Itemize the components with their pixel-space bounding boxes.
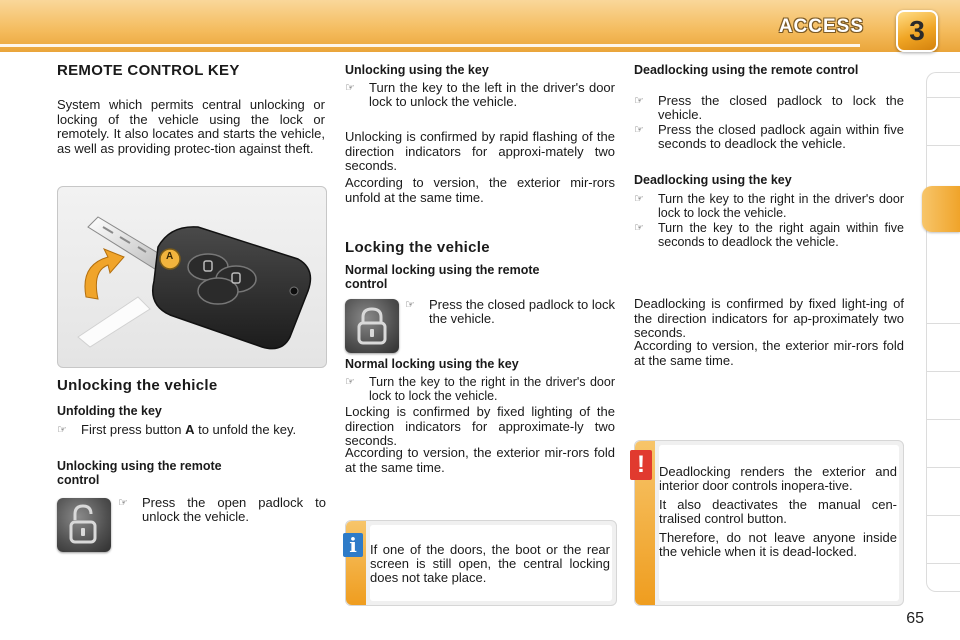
tab-divider — [926, 145, 960, 146]
tab-divider — [926, 467, 960, 468]
page-number: 65 — [906, 610, 924, 627]
tab-divider — [926, 371, 960, 372]
hand-pointer-icon: ☞ — [118, 497, 128, 509]
remote-unlock-heading: Unlocking using the remote control — [57, 459, 222, 487]
unfolding-text-pre: First press button — [81, 422, 182, 437]
unfolding-heading: Unfolding the key — [57, 404, 162, 418]
unfolding-text-post: to unfold the key. — [198, 422, 297, 437]
chapter-tab-strip — [926, 72, 960, 592]
main-heading: REMOTE CONTROL KEY — [57, 62, 240, 79]
hand-pointer-icon: ☞ — [57, 424, 67, 436]
chapter-tab-active[interactable] — [922, 186, 960, 232]
button-a-reference: A — [185, 422, 195, 437]
tab-divider — [926, 419, 960, 420]
deadlock-key-bullet-1: ☞ Turn the key to the right in the driver's door lock to lock the vehicle. — [634, 192, 904, 220]
hand-pointer-icon: ☞ — [634, 124, 644, 136]
intro-text: System which permits central unlocking or locking of the vehicle using the lock or remotely. It also locates and starts the vehicle, as well as providing protec-tion against theft. — [57, 97, 325, 156]
deadlock-confirmation-text: Deadlocking is confirmed by fixed light-ing of the direction indicators for ap-proximately two seconds. — [634, 296, 904, 340]
tab-divider — [926, 515, 960, 516]
header-divider — [0, 44, 860, 47]
hand-pointer-icon: ☞ — [634, 222, 644, 234]
deadlock-mirrors-text: According to version, the exterior mir-rors fold at the same time. — [634, 338, 904, 368]
open-padlock-button-icon — [57, 498, 111, 552]
warning-content — [659, 465, 897, 564]
deadlock-key-heading: Deadlocking using the key — [634, 173, 792, 187]
info-icon: i — [343, 533, 363, 557]
unlock-mirrors-text: According to version, the exterior mir-rors unfold at the same time. — [345, 175, 615, 205]
info-box — [345, 520, 617, 606]
warning-box — [634, 440, 904, 606]
hand-pointer-icon: ☞ — [634, 95, 644, 107]
lock-mirrors-text: According to version, the exterior mir-rors fold at the same time. — [345, 445, 615, 475]
unlock-confirmation-text: Unlocking is confirmed by rapid flashing of the direction indicators for approxi-mately two seconds. — [345, 129, 615, 173]
section-title: ACCESS — [778, 16, 864, 37]
key-unlock-bullet: ☞ Turn the key to the left in the driver's door lock to unlock the vehicle. — [345, 80, 615, 109]
tab-divider — [926, 323, 960, 324]
deadlock-remote-bullet-2: ☞ Press the closed padlock again within five seconds to deadlock the vehicle. — [634, 122, 904, 151]
key-unlock-heading: Unlocking using the key — [345, 63, 489, 77]
locking-heading: Locking the vehicle — [345, 239, 490, 256]
normal-key-lock-bullet: ☞ Turn the key to the right in the driver's door lock to lock the vehicle. — [345, 375, 615, 403]
normal-remote-lock-bullet: ☞ Press the closed padlock to lock the vehicle. — [405, 297, 615, 326]
closed-padlock-icon — [345, 299, 399, 353]
unlocking-heading: Unlocking the vehicle — [57, 377, 218, 394]
tab-divider — [926, 97, 960, 98]
deadlock-remote-heading: Deadlocking using the remote control — [634, 63, 859, 77]
info-text: If one of the doors, the boot or the rear screen is still open, the central locking does not take place. — [370, 542, 610, 585]
normal-remote-lock-heading: Normal locking using the remote control — [345, 263, 540, 291]
button-a-label: A — [166, 251, 174, 262]
closed-padlock-button-icon — [345, 299, 399, 353]
remote-key-icon — [58, 187, 327, 368]
hand-pointer-icon: ☞ — [634, 193, 644, 205]
hand-pointer-icon: ☞ — [345, 82, 355, 94]
warning-text-1: Deadlocking renders the exterior and interior door controls inopera-tive. — [659, 464, 897, 493]
lock-confirmation-text: Locking is confirmed by fixed lighting of the direction indicators for approximate-ly two seconds. — [345, 404, 615, 448]
key-illustration — [57, 186, 327, 368]
hand-pointer-icon: ☞ — [405, 299, 415, 311]
normal-key-lock-heading: Normal locking using the key — [345, 357, 519, 371]
deadlock-remote-bullet-1: ☞ Press the closed padlock to lock the vehicle. — [634, 93, 904, 122]
tab-divider — [926, 563, 960, 564]
hand-pointer-icon: ☞ — [345, 376, 355, 388]
warning-icon: ! — [630, 450, 652, 480]
remote-unlock-bullet: ☞ Press the open padlock to unlock the vehicle. — [118, 495, 326, 524]
warning-text-2: It also deactivates the manual cen-tralised control button. — [659, 497, 897, 526]
warning-text-3: Therefore, do not leave anyone inside the vehicle when it is dead-locked. — [659, 530, 897, 559]
deadlock-key-bullet-2: ☞ Turn the key to the right again within five seconds to deadlock the vehicle. — [634, 221, 904, 249]
unfolding-bullet — [57, 423, 325, 437]
chapter-badge: 3 — [896, 10, 938, 52]
open-padlock-icon — [57, 498, 111, 552]
